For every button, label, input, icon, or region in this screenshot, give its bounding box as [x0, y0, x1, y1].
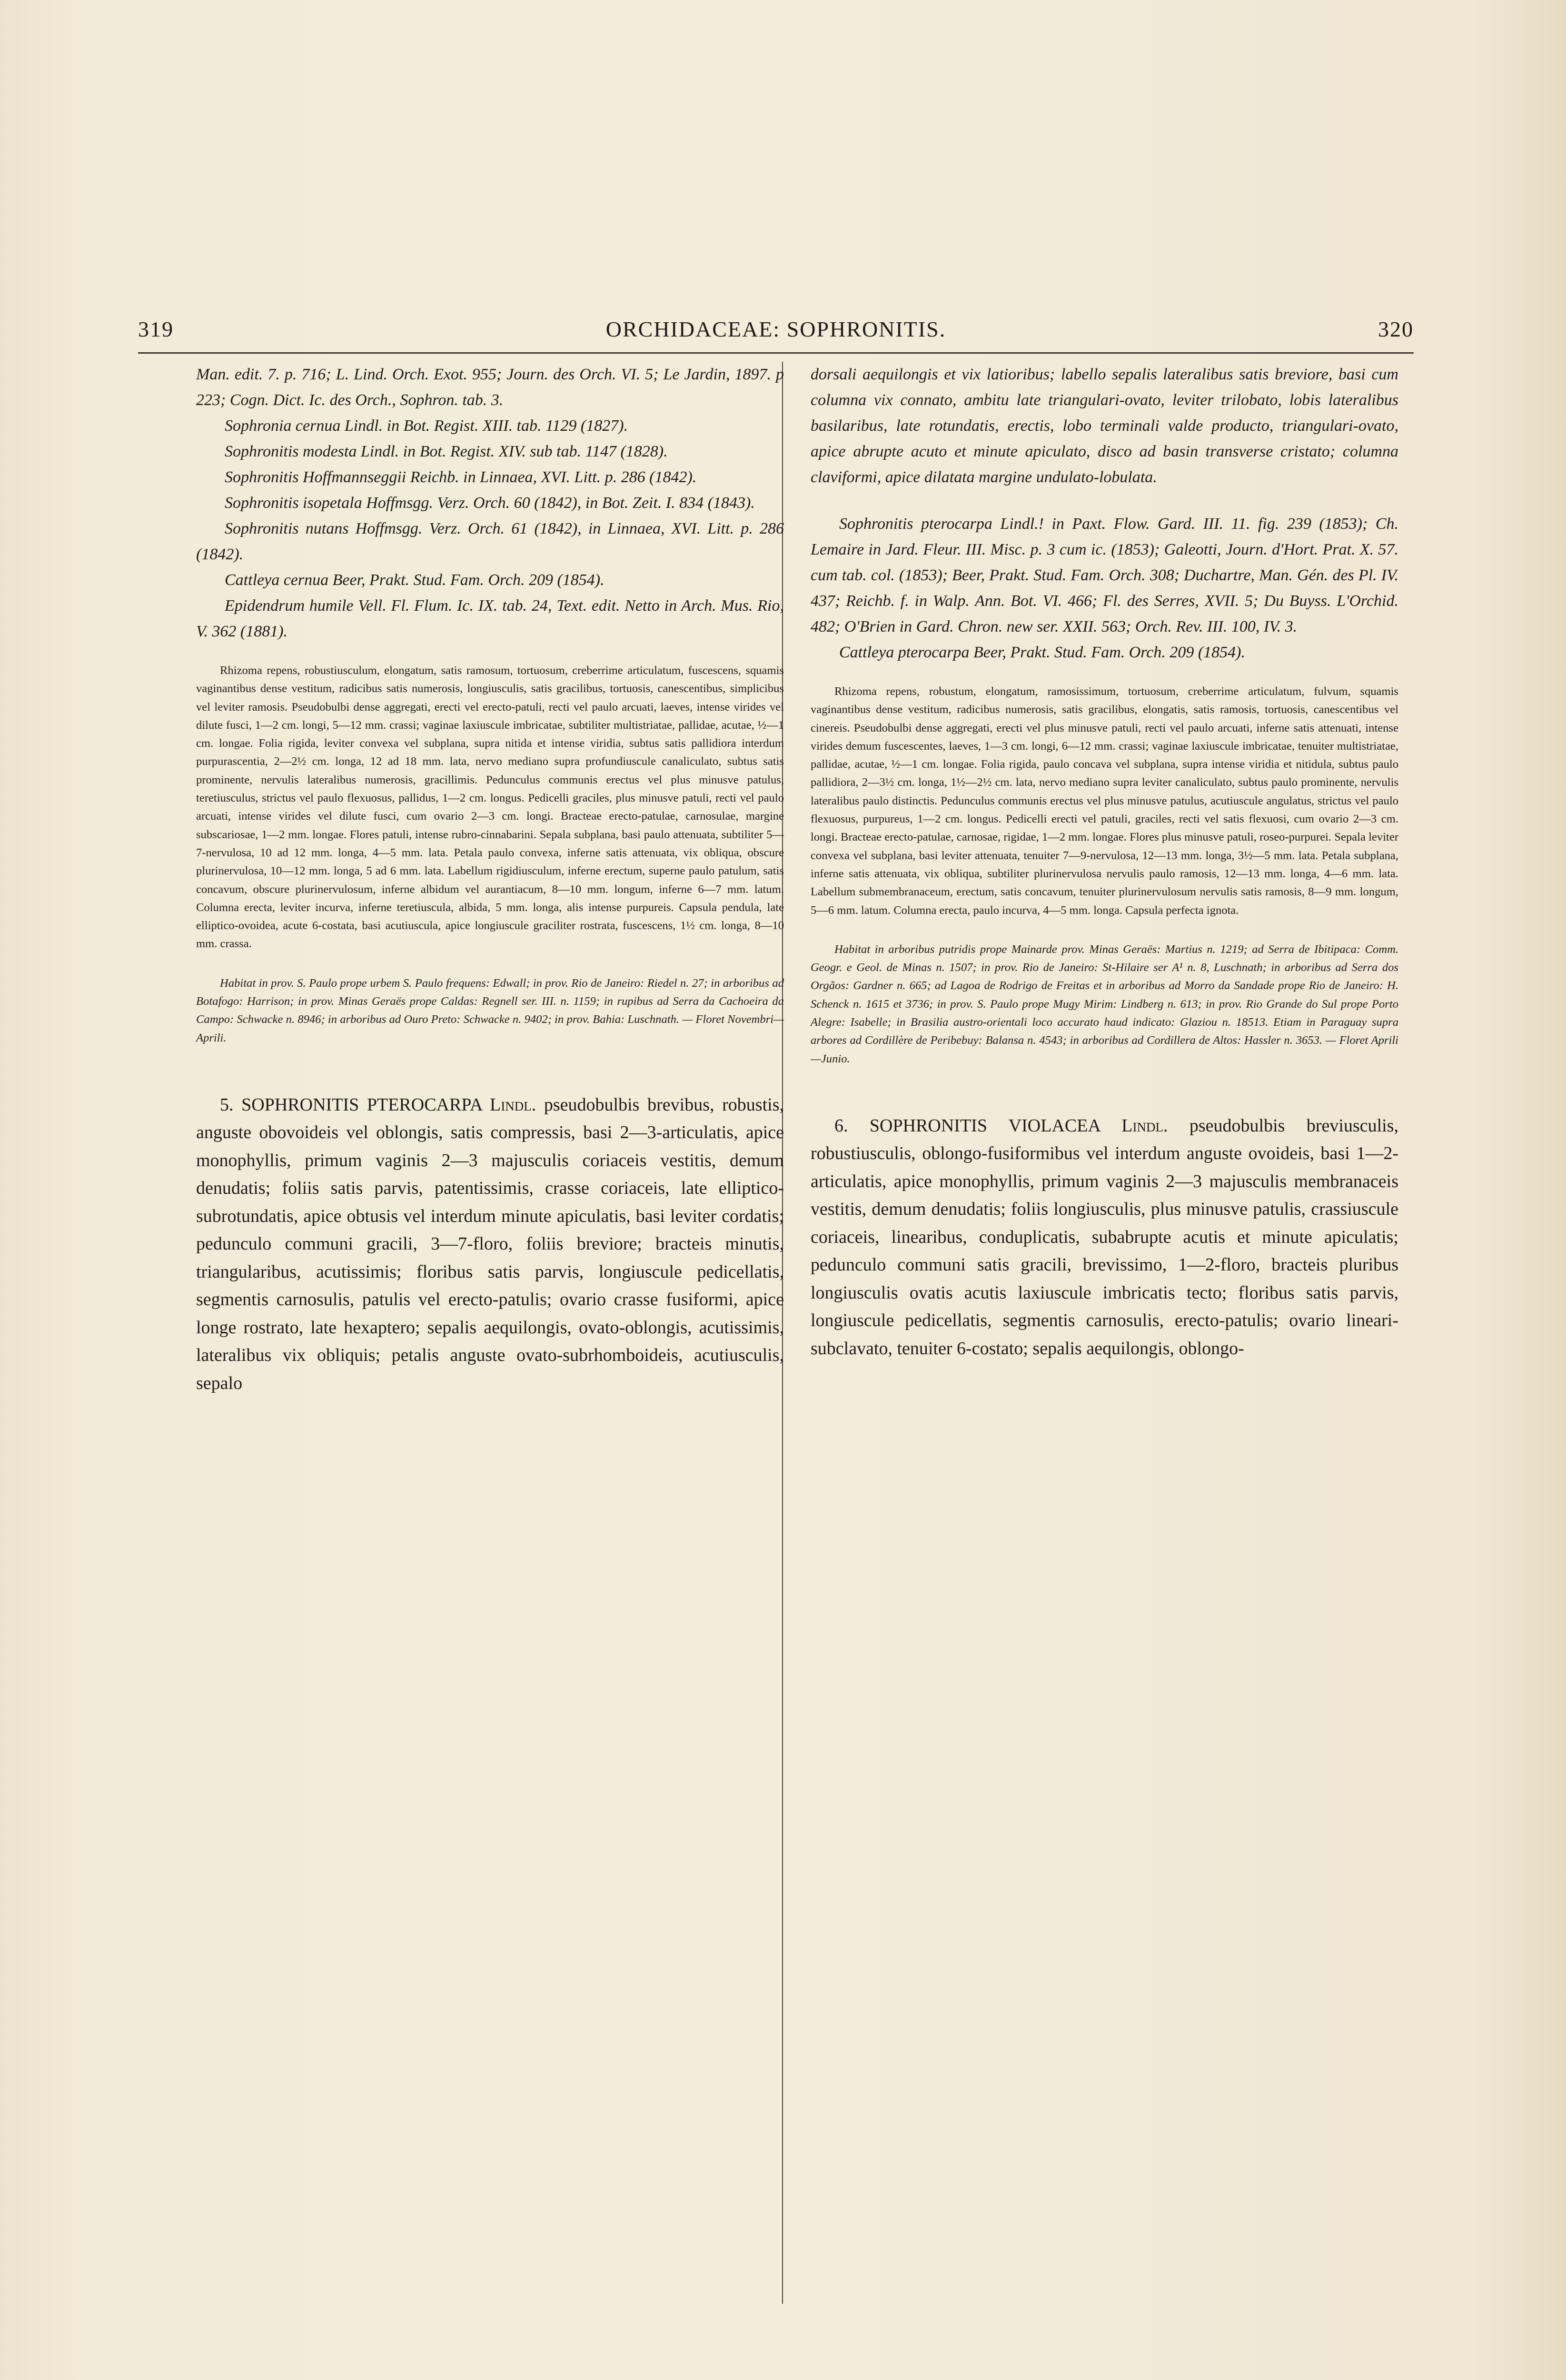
- continuation-paragraph: dorsali aequilongis et vix latioribus; labello sepalis lateralibus satis breviore, basi cum columna vix connato, ambitu late triangulari-ovato, leviter trilobato, lobis lateralibus basilaribus, late rotundatis, erectis, lobo terminali valde producto, triangulari-ovato, apice abrupte acuto et minute apiculato, disco ad basin transverse cristato; columna claviformi, apice dilatata margine undulato-lobulata.: [811, 366, 1398, 486]
- species-5-diagnosis: pseudobulbis brevibus, robustis, anguste obovoideis vel oblongis, satis compressis, basi 2—3-articulatis, apice monophyllis, primum vaginis 2—3 majusculis coriaceis vestitis, demum denudatis; foliis satis parvis, patentissimis, crasse coriaceis, late elliptico-subrotundatis, apice obtusis vel interdum minute apiculatis, basi leviter cordatis; pedunculo communi gracili, 3—7-floro, foliis breviore; bracteis minutis, triangularibus, acutissimis; floribus satis parvis, longiuscule pedicellatis, segmentis carnosulis, patulis vel erecto-patulis; ovario crasse fusiformi, apice longe rostrato, late hexaptero; sepalis aequilongis, ovato-oblongis, acutissimis, lateralibus vix obliquis; petalis anguste ovato-subrhomboideis, acutiusculis, sepalo: [196, 1094, 784, 1393]
- species-5-paragraph: [196, 1091, 784, 1398]
- header-rule: [138, 352, 1414, 354]
- description-paragraph: Rhizoma repens, robustiusculum, elongatum, satis ramosum, tortuosum, creberrime articulatum, fuscescens, squamis vaginantibus dense vestitum, radicibus satis numerosis, longiusculis, satis gracilibus, tortuosis, canescentibus, simplicibus vel leviter ramosis. Pseudobulbi dense aggregati, erecti vel erecto-patuli, recti vel paulo arcuati, laeves, intense virides vel dilute fusci, 1—2 cm. longi, 5—12 mm. crassi; vaginae laxiuscule imbricatae, subtiliter multistriatae, pallidae, acutae, ½—1 cm. longae. Folia rigida, leviter convexa vel subplana, supra nitida et intense viridia, subtus satis pallidiora interdum purpurascentia, 2—2½ cm. longa, 12 ad 18 mm. lata, nervo mediano supra profundiuscule canaliculato, subtus satis prominente, nervulis lateralibus numerosis, gracillimis. Pedunculus communis erectus vel plus minusve patulus, teretiusculus, strictus vel paulo flexuosus, pallidus, 1—2 cm. longus. Pedicelli graciles, plus minusve patuli, recti vel paulo arcuati, intense virides vel dilute fusci, cum ovario 2—3 cm. longi. Bracteae erecto-patulae, carnosulae, margine subscariosae, 1—2 mm. longae. Flores patuli, intense rubro-cinnabarini. Sepala subplana, basi paulo attenuata, subtiliter 5—7-nervulosa, 10 ad 12 mm. longa, 4—5 mm. lata. Petala paulo convexa, inferne satis attenuata, vix obliqua, obscure plurinervulosa, 10—12 mm. longa, 5 ad 6 mm. lata. Labellum rigidiusculum, inferne erectum, superne paulo patulum, satis concavum, obscure plurinervulosum, inferne albidum vel aurantiacum, 8—10 mm. longum, inferne 6—7 mm. latum. Columna erecta, leviter incurva, inferne teretiuscula, albida, 5 mm. longa, alis intense purpureis. Capsula pendula, late elliptico-ovoidea, acute 6-costata, basi acutiuscula, apice longiuscule graciliter rostrata, fuscescens, 1½ cm. longa, 8—10 mm. crassa.: [196, 664, 784, 951]
- right-column: [811, 362, 1398, 1362]
- species-5-name: 5. SOPHRONITIS PTEROCARPA: [220, 1094, 482, 1115]
- synonymy-entry: Sophronitis isopetala Hoffmsgg. Verz. Orch. 60 (1842), in Bot. Zeit. I. 834 (1843).: [225, 494, 755, 512]
- synonymy-entry: Sophronitis nutans Hoffmsgg. Verz. Orch. 61 (1842), in Linnaea, XVI. Litt. p. 286 (1842).: [196, 520, 784, 563]
- synonymy-entry: Man. edit. 7. p. 716; L. Lind. Orch. Exot. 955; Journ. des Orch. VI. 5; Le Jardin, 1897. p 223; Cogn. Dict. Ic. des Orch., Sophron. tab. 3.: [196, 366, 784, 409]
- description-paragraph: Rhizoma repens, robustum, elongatum, ramosissimum, tortuosum, creberrime articulatum, fulvum, squamis vaginantibus dense vestitum, radicibus numerosis, satis gracilibus, elongatis, satis ramosis, tortuosis, canescentibus vel cinereis. Pseudobulbi dense aggregati, erecti vel plus minusve patuli, recti vel paulo arcuati, inferne satis attenuati, intense virides demum fuscescentes, laeves, 1—3 cm. longi, 6—12 mm. crassi; vaginae laxiuscule imbricatae, tenuiter multistriatae, pallidae, acutae, ½—1 cm. longae. Folia rigida, paulo concava vel subplana, supra intense viridia et nitidula, subtus paulo pallidiora, 2—3½ cm. longa, 1½—2½ cm. lata, nervo mediano supra leviter canaliculato, subtus paulo prominente, nervulis lateralibus paulo distinctis. Pedunculus communis erectus vel plus minusve patulus, acutiuscule angulatus, strictus vel paulo flexuosus, purpureus, 1—2 cm. longus. Pedicelli erecti vel patuli, graciles, recti vel satis flexuosi, cum ovario 2—3 cm. longi. Bracteae erecto-patulae, carnosae, rigidae, 1—2 mm. longae. Flores plus minusve patuli, roseo-purpurei. Sepala leviter convexa vel subplana, basi leviter attenuata, tenuiter 7—9-nervulosa, 12—13 mm. longa, 3½—5 mm. lata. Petala subplana, inferne satis attenuata, vix obliqua, subtiliter plurinervulosa nervulis paulo ramosis, 12—13 mm. longa, 4—6 mm. lata. Labellum submembranaceum, erectum, satis concavum, tenuiter plurinervulosum nervulis satis ramosis, 8—9 mm. longum, 5—6 mm. latum. Columna erecta, paulo incurva, 4—5 mm. longa. Capsula perfecta ignota.: [811, 685, 1398, 917]
- synonymy-entry: Sophronitis Hoffmannseggii Reichb. in Linnaea, XVI. Litt. p. 286 (1842).: [225, 468, 697, 486]
- habitat-paragraph: Habitat in arboribus putridis prope Mainarde prov. Minas Geraës: Martius n. 1219; ad Serra de Ibitipaca: Comm. Geogr. e Geol. de Minas n. 1507; in prov. Rio de Janeiro: St-Hilaire ser A¹ n. 8, Luschnath; in arboribus ad Serra dos Orgãos: Gardner n. 665; ad Lagoa de Rodrigo de Freitas et in arboribus ad Morro da Sandade prope Rio de Janeiro: H. Schenck n. 1615 et 3736; in prov. S. Paulo prope Mugy Mirim: Lindberg n. 613; in prov. Rio Grande do Sul prope Porto Alegre: Isabelle; in Brasilia austro-orientali loco accurato haud indicato: Glaziou n. 18513. Etiam in Paraguay supra arbores ad Cordillère de Peribebuy: Balansa n. 4543; in arboribus ad Cordillera de Altos: Hassler n. 3653. — Floret Aprili—Junio.: [811, 942, 1398, 1065]
- synonymy-entry: Sophronitis pterocarpa Lindl.! in Paxt. Flow. Gard. III. 11. fig. 239 (1853); Ch. Lemaire in Jard. Fleur. III. Misc. p. 3 cum ic. (1853); Galeotti, Journ. d'Hort. Prat. X. 57. cum tab. col. (1853); Beer, Prakt. Stud. Fam. Orch. 308; Duchartre, Man. Gén. des Pl. IV. 437; Reichb. f. in Walp. Ann. Bot. VI. 466; Fl. des Serres, XVII. 5; Du Buyss. L'Orchid. 482; O'Brien in Gard. Chron. new ser. XXII. 563; Orch. Rev. III. 100, IV. 3.: [811, 515, 1398, 635]
- synonymy-entry: Epidendrum humile Vell. Fl. Flum. Ic. IX. tab. 24, Text. edit. Netto in Arch. Mus. Rio, V. 362 (1881).: [196, 597, 784, 640]
- left-column: [196, 362, 784, 1397]
- species-6-diagnosis: pseudobulbis breviusculis, robustiusculis, oblongo-fusiformibus vel interdum anguste ovoideis, basi 1—2-articulatis, apice monophyllis, primum vaginis 2—3 majusculis membranaceis vestitis, demum denudatis; foliis longiusculis, plus minusve patulis, crassiuscule coriaceis, linearibus, conduplicatis, subabrupte acutis et minute apiculatis; pedunculo communi satis gracili, brevissimo, 1—2-floro, bracteis pluribus longiusculis ovatis acutis laxiuscule imbricatis tecto; floribus satis parvis, longiuscule pedicellatis, segmentis carnosulis, erecto-patulis; ovario lineari-subclavato, tenuiter 6-costato; sepalis aequilongis, oblongo-: [811, 1115, 1399, 1359]
- page-number-right: 320: [1378, 317, 1414, 341]
- synonymy-block-right: [811, 511, 1398, 665]
- synonymy-entry: Sophronia cernua Lindl. in Bot. Regist. XIII. tab. 1129 (1827).: [225, 417, 628, 435]
- species-6-name: 6. SOPHRONITIS VIOLACEA: [834, 1115, 1100, 1136]
- species-5-author: Lindl.: [490, 1094, 536, 1115]
- synonymy-entry: Sophronitis modesta Lindl. in Bot. Regist. XIV. sub tab. 1147 (1828).: [225, 443, 668, 460]
- synonymy-entry: Cattleya cernua Beer, Prakt. Stud. Fam. Orch. 209 (1854).: [225, 571, 605, 589]
- species-6-author: Lindl.: [1121, 1115, 1168, 1136]
- synonymy-entry: Cattleya pterocarpa Beer, Prakt. Stud. Fam. Orch. 209 (1854).: [839, 644, 1246, 661]
- species-6-paragraph: [811, 1112, 1398, 1363]
- habitat-paragraph: Habitat in prov. S. Paulo prope urbem S. Paulo frequens: Edwall; in prov. Rio de Janeiro: Riedel n. 27; in arboribus ad Botafogo: Harrison; in prov. Minas Geraës prope Caldas: Regnell ser. III. n. 1159; in rupibus ad Serra da Cachoeira da Campo: Schwacke n. 8946; in arboribus ad Ouro Preto: Schwacke n. 9402; in prov. Bahia: Luschnath. — Floret Novembri—Aprili.: [196, 976, 784, 1044]
- synonymy-block-left: [196, 362, 784, 645]
- running-header: [138, 312, 1414, 350]
- page-number-left: 319: [138, 317, 174, 341]
- running-title: ORCHIDACEAE: SOPHRONITIS.: [605, 317, 946, 341]
